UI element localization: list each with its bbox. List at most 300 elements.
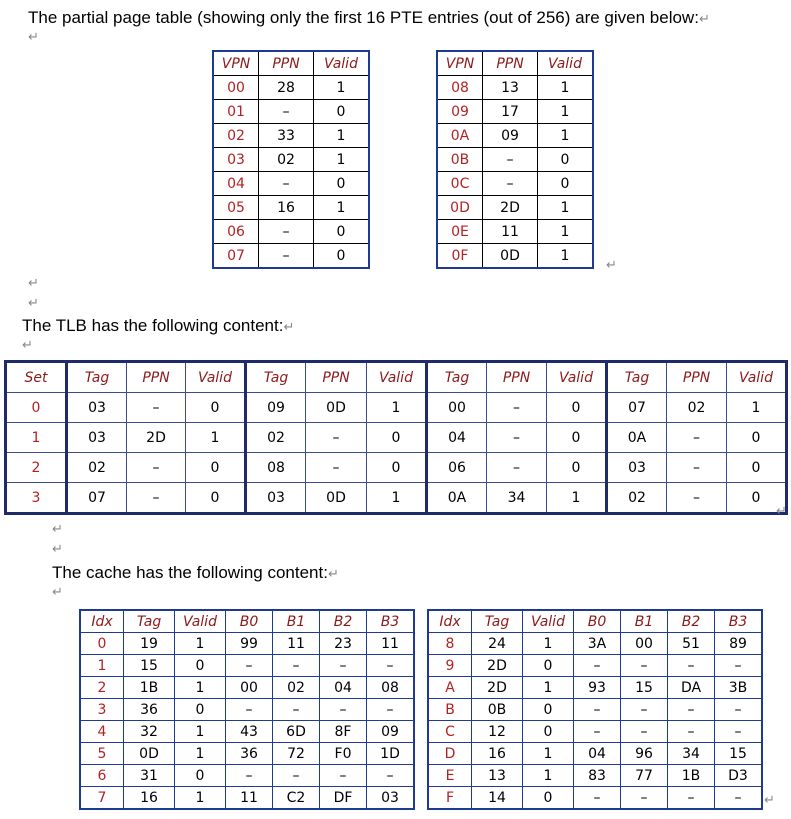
table-cell: 72: [273, 743, 320, 765]
table-cell: 03: [607, 453, 667, 483]
table-cell: 03: [246, 483, 306, 514]
table-cell: 19: [124, 633, 175, 655]
table-cell: 0A: [427, 483, 487, 514]
table-cell: –: [487, 453, 547, 483]
table-cell: 1: [314, 124, 370, 148]
table-cell: 8: [428, 633, 472, 655]
table-cell: 04: [574, 743, 621, 765]
table-cell: 51: [668, 633, 715, 655]
table-cell: 1D: [367, 743, 415, 765]
table-cell: 0D: [306, 483, 367, 514]
table-cell: 0D: [437, 196, 483, 220]
table-cell: 23: [320, 633, 367, 655]
table-cell: 0: [6, 393, 67, 423]
table-cell: –: [715, 787, 763, 810]
column-header: Tag: [124, 610, 175, 633]
table-cell: E: [428, 765, 472, 787]
table-row: [6, 453, 787, 483]
table-cell: –: [668, 721, 715, 743]
table-cell: 08: [246, 453, 306, 483]
paragraph-mark: ↵: [28, 30, 39, 45]
column-header: B0: [574, 610, 621, 633]
table-row: [213, 76, 369, 100]
table-cell: 0: [367, 423, 427, 453]
table-cell: 1: [175, 721, 226, 743]
table-cell: 1: [538, 244, 594, 269]
table-cell: 0: [538, 172, 594, 196]
table-cell: 0: [80, 633, 124, 655]
table-cell: 3A: [574, 633, 621, 655]
table-cell: 1: [6, 423, 67, 453]
table-row: [6, 483, 787, 514]
table-cell: 0: [175, 655, 226, 677]
cache-table-right: [427, 609, 763, 810]
paragraph-mark: ↵: [606, 258, 617, 273]
paragraph-mark: ↵: [327, 567, 339, 582]
table-cell: 0: [547, 453, 607, 483]
table-cell: 07: [213, 244, 259, 269]
table-cell: 0D: [483, 244, 538, 269]
table-cell: 02: [67, 453, 127, 483]
table-cell: –: [273, 655, 320, 677]
table-row: [6, 393, 787, 423]
table-cell: 43: [226, 721, 273, 743]
table-row: [437, 148, 593, 172]
column-header: B1: [273, 610, 320, 633]
table-cell: 5: [80, 743, 124, 765]
table-cell: 0: [523, 699, 574, 721]
paragraph-mark: ↵: [28, 276, 39, 291]
table-cell: –: [574, 699, 621, 721]
table-cell: 1: [523, 743, 574, 765]
table-cell: 1: [727, 393, 787, 423]
column-header: B2: [320, 610, 367, 633]
table-cell: 12: [472, 721, 523, 743]
table-cell: 16: [259, 196, 314, 220]
column-header: B3: [367, 610, 415, 633]
column-header: Valid: [727, 362, 787, 393]
table-cell: 09: [367, 721, 415, 743]
table-cell: –: [226, 655, 273, 677]
table-cell: –: [306, 423, 367, 453]
table-cell: –: [487, 393, 547, 423]
table-cell: 0: [523, 655, 574, 677]
table-cell: 1: [314, 196, 370, 220]
table-cell: 0: [727, 423, 787, 453]
table-cell: 13: [472, 765, 523, 787]
column-header: PPN: [667, 362, 727, 393]
table-cell: 4: [80, 721, 124, 743]
table-cell: 09: [437, 100, 483, 124]
table-cell: 05: [213, 196, 259, 220]
table-row: [437, 220, 593, 244]
table-cell: D: [428, 743, 472, 765]
table-cell: 1: [538, 124, 594, 148]
table-cell: 2: [6, 453, 67, 483]
table-cell: 09: [483, 124, 538, 148]
table-row: [428, 699, 762, 721]
table-cell: –: [621, 699, 668, 721]
table-cell: 0F: [437, 244, 483, 269]
table-cell: 0D: [124, 743, 175, 765]
table-row: [80, 743, 414, 765]
table-cell: 00: [427, 393, 487, 423]
table-cell: 1: [80, 655, 124, 677]
table-row: [213, 100, 369, 124]
table-cell: –: [320, 655, 367, 677]
table-cell: 0: [727, 483, 787, 514]
table-cell: 04: [427, 423, 487, 453]
table-cell: 1: [523, 677, 574, 699]
table-cell: 11: [273, 633, 320, 655]
table-cell: 1: [523, 765, 574, 787]
table-cell: C2: [273, 787, 320, 810]
table-row: [213, 220, 369, 244]
table-row: [437, 124, 593, 148]
table-cell: –: [273, 765, 320, 787]
table-cell: 0: [175, 699, 226, 721]
table-cell: –: [668, 699, 715, 721]
table-cell: 0: [547, 423, 607, 453]
table-cell: C: [428, 721, 472, 743]
table-cell: 1: [547, 483, 607, 514]
table-cell: 1: [175, 743, 226, 765]
table-cell: –: [306, 453, 367, 483]
table-cell: –: [367, 655, 415, 677]
column-header: PPN: [127, 362, 186, 393]
table-row: [428, 633, 762, 655]
table-cell: 83: [574, 765, 621, 787]
table-row: [437, 172, 593, 196]
cache-intro: The cache has the following content:↵: [52, 563, 339, 582]
table-cell: 33: [259, 124, 314, 148]
column-header: Valid: [547, 362, 607, 393]
table-row: [437, 76, 593, 100]
table-cell: 00: [226, 677, 273, 699]
table-cell: 13: [483, 76, 538, 100]
table-cell: –: [226, 765, 273, 787]
table-cell: 07: [67, 483, 127, 514]
table-row: [437, 244, 593, 269]
table-row: [80, 633, 414, 655]
table-cell: A: [428, 677, 472, 699]
table-cell: –: [483, 172, 538, 196]
table-cell: –: [668, 655, 715, 677]
table-cell: 8F: [320, 721, 367, 743]
table-cell: 0: [186, 453, 246, 483]
table-cell: –: [667, 453, 727, 483]
table-cell: 7: [80, 787, 124, 810]
table-cell: DF: [320, 787, 367, 810]
table-cell: 00: [213, 76, 259, 100]
table-cell: 04: [320, 677, 367, 699]
table-cell: 02: [259, 148, 314, 172]
table-cell: 1: [538, 76, 594, 100]
column-header: PPN: [487, 362, 547, 393]
table-cell: 0: [314, 100, 370, 124]
column-header: PPN: [259, 51, 314, 76]
column-header: Tag: [246, 362, 306, 393]
table-row: [6, 423, 787, 453]
table-header-row: [428, 610, 762, 633]
table-cell: 32: [124, 721, 175, 743]
table-row: [80, 699, 414, 721]
table-cell: 1B: [668, 765, 715, 787]
table-header-row: [437, 51, 593, 76]
table-row: [80, 655, 414, 677]
column-header: Valid: [314, 51, 370, 76]
table-cell: –: [621, 655, 668, 677]
column-header: Valid: [523, 610, 574, 633]
paragraph-mark: ↵: [698, 12, 710, 27]
table-cell: 6D: [273, 721, 320, 743]
table-header-row: [213, 51, 369, 76]
table-cell: 2D: [472, 655, 523, 677]
table-cell: 09: [246, 393, 306, 423]
table-cell: 96: [621, 743, 668, 765]
table-cell: –: [226, 699, 273, 721]
table-cell: –: [320, 699, 367, 721]
table-cell: 0A: [607, 423, 667, 453]
table-cell: 0: [523, 787, 574, 810]
table-cell: –: [367, 765, 415, 787]
table-cell: 1: [314, 76, 370, 100]
table-cell: –: [487, 423, 547, 453]
cache-table-left: [79, 609, 415, 810]
table-cell: 93: [574, 677, 621, 699]
table-cell: 0: [314, 220, 370, 244]
table-cell: –: [273, 699, 320, 721]
column-header: B2: [668, 610, 715, 633]
table-row: [428, 721, 762, 743]
table-cell: 1: [367, 393, 427, 423]
table-cell: F: [428, 787, 472, 810]
column-header: VPN: [437, 51, 483, 76]
table-row: [213, 124, 369, 148]
table-cell: –: [367, 699, 415, 721]
column-header: B1: [621, 610, 668, 633]
table-cell: 03: [213, 148, 259, 172]
column-header: VPN: [213, 51, 259, 76]
table-header-row: [6, 362, 787, 393]
table-cell: –: [621, 721, 668, 743]
table-cell: 03: [67, 423, 127, 453]
table-cell: 02: [273, 677, 320, 699]
table-cell: 17: [483, 100, 538, 124]
table-cell: 34: [487, 483, 547, 514]
table-cell: 0: [538, 148, 594, 172]
table-row: [428, 655, 762, 677]
table-cell: 31: [124, 765, 175, 787]
column-header: Tag: [67, 362, 127, 393]
table-cell: 02: [213, 124, 259, 148]
table-cell: 16: [472, 743, 523, 765]
table-cell: 08: [437, 76, 483, 100]
table-cell: –: [668, 787, 715, 810]
table-cell: 0A: [437, 124, 483, 148]
table-cell: 2D: [127, 423, 186, 453]
table-cell: –: [574, 787, 621, 810]
table-cell: 3B: [715, 677, 763, 699]
table-cell: 02: [667, 393, 727, 423]
column-header: B3: [715, 610, 763, 633]
table-cell: D3: [715, 765, 763, 787]
table-cell: –: [667, 483, 727, 514]
table-cell: 1: [175, 677, 226, 699]
table-cell: 77: [621, 765, 668, 787]
table-cell: 04: [213, 172, 259, 196]
column-header: Idx: [80, 610, 124, 633]
table-cell: 11: [483, 220, 538, 244]
table-cell: 00: [621, 633, 668, 655]
paragraph-mark: ↵: [52, 522, 63, 537]
table-cell: 06: [427, 453, 487, 483]
table-cell: 1: [538, 220, 594, 244]
table-cell: 0: [186, 483, 246, 514]
table-cell: 1: [523, 633, 574, 655]
table-row: [213, 172, 369, 196]
table-cell: –: [259, 244, 314, 269]
table-cell: 36: [226, 743, 273, 765]
table-cell: 0E: [437, 220, 483, 244]
table-cell: 02: [246, 423, 306, 453]
table-cell: 06: [213, 220, 259, 244]
table-cell: 0D: [306, 393, 367, 423]
table-cell: 0C: [437, 172, 483, 196]
table-row: [428, 765, 762, 787]
table-cell: 0: [523, 721, 574, 743]
paragraph-mark: ↵: [283, 320, 295, 335]
table-cell: –: [320, 765, 367, 787]
paragraph-mark: ↵: [52, 542, 63, 557]
table-cell: 36: [124, 699, 175, 721]
table-cell: 14: [472, 787, 523, 810]
table-cell: 1: [186, 423, 246, 453]
table-cell: 1: [538, 196, 594, 220]
column-header: B0: [226, 610, 273, 633]
paragraph-mark: ↵: [22, 338, 33, 353]
page-table-intro: The partial page table (showing only the first 16 PTE entries (out of 256) are given below:↵: [28, 8, 710, 27]
table-row: [428, 787, 762, 810]
table-cell: –: [574, 721, 621, 743]
table-cell: 28: [259, 76, 314, 100]
table-row: [80, 721, 414, 743]
table-cell: –: [667, 423, 727, 453]
table-cell: B: [428, 699, 472, 721]
table-cell: 11: [226, 787, 273, 810]
table-cell: –: [259, 220, 314, 244]
page-table-right: [436, 50, 594, 269]
table-cell: DA: [668, 677, 715, 699]
table-cell: 16: [124, 787, 175, 810]
table-cell: 03: [67, 393, 127, 423]
table-cell: 89: [715, 633, 763, 655]
column-header: Valid: [186, 362, 246, 393]
table-cell: 08: [367, 677, 415, 699]
page-table-left: [212, 50, 370, 269]
table-cell: F0: [320, 743, 367, 765]
table-cell: 15: [715, 743, 763, 765]
table-cell: 99: [226, 633, 273, 655]
column-header: PPN: [483, 51, 538, 76]
table-cell: 01: [213, 100, 259, 124]
table-cell: –: [715, 655, 763, 677]
column-header: Tag: [472, 610, 523, 633]
table-cell: 15: [621, 677, 668, 699]
table-cell: 9: [428, 655, 472, 677]
paragraph-mark: ↵: [52, 585, 63, 600]
table-cell: 0B: [472, 699, 523, 721]
table-cell: –: [259, 100, 314, 124]
paragraph-mark: ↵: [28, 296, 39, 311]
table-row: [213, 196, 369, 220]
table-row: [213, 148, 369, 172]
tlb-table: [4, 360, 788, 515]
table-cell: 02: [607, 483, 667, 514]
table-cell: –: [715, 699, 763, 721]
table-cell: 0: [314, 244, 370, 269]
table-cell: 2: [80, 677, 124, 699]
table-row: [437, 196, 593, 220]
table-cell: 2D: [472, 677, 523, 699]
column-header: Idx: [428, 610, 472, 633]
table-row: [437, 100, 593, 124]
table-cell: 0: [314, 172, 370, 196]
table-cell: 0B: [437, 148, 483, 172]
column-header: PPN: [306, 362, 367, 393]
table-cell: 0: [186, 393, 246, 423]
table-row: [80, 765, 414, 787]
table-cell: 2D: [483, 196, 538, 220]
table-cell: 07: [607, 393, 667, 423]
column-header: Set: [6, 362, 67, 393]
table-cell: 34: [668, 743, 715, 765]
table-cell: 0: [547, 393, 607, 423]
table-row: [80, 677, 414, 699]
table-cell: 1: [175, 633, 226, 655]
table-row: [428, 677, 762, 699]
table-cell: 15: [124, 655, 175, 677]
column-header: Valid: [175, 610, 226, 633]
table-cell: 24: [472, 633, 523, 655]
table-cell: –: [574, 655, 621, 677]
table-cell: –: [127, 393, 186, 423]
table-cell: –: [621, 787, 668, 810]
table-cell: –: [127, 483, 186, 514]
table-cell: –: [127, 453, 186, 483]
paragraph-mark: ↵: [776, 504, 787, 519]
table-cell: 6: [80, 765, 124, 787]
table-cell: 1: [538, 100, 594, 124]
table-row: [428, 743, 762, 765]
table-row: [213, 244, 369, 269]
table-cell: 1B: [124, 677, 175, 699]
table-row: [80, 787, 414, 810]
table-header-row: [80, 610, 414, 633]
table-cell: 11: [367, 633, 415, 655]
table-cell: –: [483, 148, 538, 172]
table-cell: –: [259, 172, 314, 196]
table-cell: 3: [6, 483, 67, 514]
paragraph-mark: ↵: [764, 793, 775, 808]
table-cell: 03: [367, 787, 415, 810]
table-cell: 1: [367, 483, 427, 514]
column-header: Valid: [538, 51, 594, 76]
table-cell: 1: [175, 787, 226, 810]
table-cell: 3: [80, 699, 124, 721]
column-header: Tag: [427, 362, 487, 393]
column-header: Tag: [607, 362, 667, 393]
